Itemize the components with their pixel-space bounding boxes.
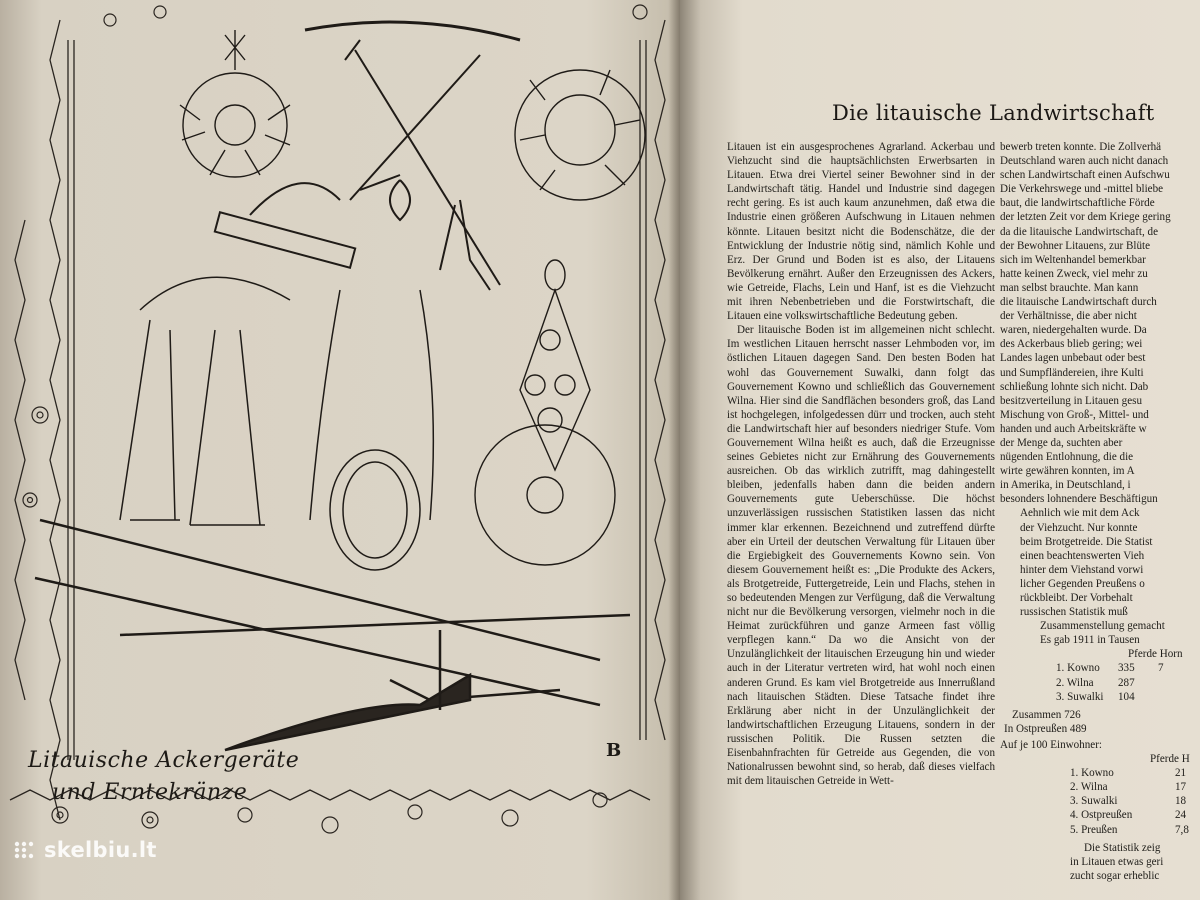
table-cell: 24 <box>1175 809 1187 822</box>
table-1-rows <box>1000 661 1200 703</box>
text-line: wirte gewähren konnten, im A <box>1000 465 1135 478</box>
text-line: sich im Weltenhandel bemerkbar <box>1000 253 1146 266</box>
table-cell: 1. Kowno <box>1056 662 1100 675</box>
text-line: da die litauische Landwirtschaft, de <box>1000 225 1159 238</box>
table-cell: 5. Preußen <box>1070 823 1118 836</box>
table-cell: 7 <box>1158 662 1164 675</box>
text-line: der Bewohner Litauens, zur Blüte <box>1000 239 1151 252</box>
paragraph-2: Der litauische Boden ist im allgemeinen nicht schlecht. Im westlichen Litauen herrscht nasser Lehmboden vor, im östlichen Litauen dagegen Sand. Den besten Boden hat wohl das Gouvernement Suwalki, dann folgt das Gouvernement Kowno und schließlich das Gouvernement Wilna. Hier sind die Sandflächen besonders groß, das Land ist hochgelegen, infolgedessen dürr und trocken, auch steht die Landwirtschaft hier auf besonders niedriger Stufe. Vom Gouvernement Wilna heißt es auch, daß die Erzeugnisse seines Gebietes nicht zur Ernährung des Gouvernements ausreichen. Ob das wirklich zutrifft, mag dahingestellt bleiben, jedenfalls haben dann die beiden andern Gouvernements gute Ueberschüsse. Die höchst unzuverlässigen russischen Statistiken lassen das nicht immer klar erkennen. Bezeichnend und zutreffend dürfte aber ein Urteil der deutschen Verwaltung für Litauen über die Ergiebigkeit des Gouvernements Kowno sein. Von diesem Gouvernement heißt es: „Die Produkte des Ackers, als Brotgetreide, Futtergetreide, Lein und Flachs, stehen in so bedeutenden Mengen zur Verfügung, daß die Verwaltung nicht nur die Bevölkerung versorgen, vielmehr noch in die Heimat zurückführen und ganze Armeen fast völlig verpflegen kann.“ Da wo die Ansicht von der Unzulänglichkeit der litauischen Erzeugung hin und wieder auch in der Literatur vertreten wird, hat wohl noch einen anderen Grund. Es kam viel Brotgetreide aus Innerrußland nach litauischen Städten. Diese Tatsache findet ihre Erklärung aber nicht in der Unzulänglichkeit der landwirtschaftlichen Erzeugung Litauens, sondern in der russischen Politik. Die Russen setzten die Eisenbahnfrachten für Getreide aus Gegenden, die von Nationalrussen bewohnt sind, so herab, daß dieses vielfach mit dem litauischen Getreide in Wett- <box>727 324 995 788</box>
text-line: der Verhältnisse, die aber nicht <box>1000 310 1137 323</box>
text-line: man selbst brauchte. Man kann <box>1000 281 1139 294</box>
text-line: hatte keinen Zweck, viel mehr zu <box>1000 267 1148 280</box>
column-2-tail <box>1000 841 1200 883</box>
table-row <box>1000 794 1200 808</box>
text-line: russischen Statistik muß <box>1020 606 1128 619</box>
table-cell: 17 <box>1175 781 1187 794</box>
flower-ornaments <box>23 5 647 833</box>
table-cell: 2. Wilna <box>1056 676 1094 689</box>
text-line: der Menge da, suchten aber <box>1000 436 1123 449</box>
text-line: schen Landwirtschaft einen Aufschwu <box>1000 169 1170 182</box>
harvest-sheaf-arch <box>120 277 290 525</box>
text-line: bewerb treten konnte. Die Zollverhä <box>1000 141 1162 153</box>
text-line: handen und auch Arbeitskräfte w <box>1000 422 1147 435</box>
table-cell: 4. Ostpreußen <box>1070 809 1133 822</box>
table-1-sum: Zusammen 726 <box>1012 708 1081 721</box>
text-line: Es gab 1911 in Tausen <box>1040 634 1140 647</box>
text-line: der Viehzucht. Nur konnte <box>1020 521 1138 534</box>
artist-monogram: B <box>606 740 622 761</box>
text-line: besitzverteilung in Litauen gesu <box>1000 394 1143 407</box>
text-line: hinter dem Viehstand vorwi <box>1020 563 1144 576</box>
text-line: des Ackerbaus blieb gering; wei <box>1000 338 1143 351</box>
table-row <box>1000 823 1200 837</box>
caption-line-1: Litauische Ackergeräte <box>28 748 300 773</box>
table-cell: 335 <box>1118 662 1135 675</box>
watermark <box>14 838 157 862</box>
text-column-1 <box>727 140 995 788</box>
text-line: licher Gegenden Preußens o <box>1020 577 1145 590</box>
table-cell: 7,8 <box>1175 823 1189 836</box>
table-1-prussia: In Ostpreußen 489 <box>1004 722 1087 735</box>
text-line: rückbleibt. Der Vorbehalt <box>1020 592 1133 604</box>
column-2-lines <box>1000 140 1200 647</box>
text-line: baut, die landwirtschaftliche Förde <box>1000 197 1155 210</box>
text-line: die litauische Landwirtschaft durch <box>1000 296 1157 309</box>
table-cell: 287 <box>1118 676 1135 689</box>
text-line: und Sumpfländereien, ihre Kulti <box>1000 366 1144 379</box>
farm-tools <box>215 22 520 290</box>
text-line: Die Statistik zeig <box>1084 841 1161 854</box>
text-line: Aehnlich wie mit dem Ack <box>1020 507 1140 520</box>
text-line: in Litauen etwas geri <box>1070 855 1164 868</box>
table-cell: 3. Suwalki <box>1056 690 1104 703</box>
text-line: besonders lohnendere Beschäftigun <box>1000 493 1158 506</box>
article-title: Die litauische Landwirtschaft <box>832 101 1155 125</box>
table-row <box>1000 766 1200 780</box>
text-line: Mischung von Groß-, Mittel- und <box>1000 408 1149 421</box>
text-line: in Amerika, in Deutschland, i <box>1000 479 1131 492</box>
left-border-zigzag-2 <box>15 220 25 700</box>
wooden-plough <box>35 520 630 750</box>
text-line: waren, niedergehalten wurde. Da <box>1000 324 1147 337</box>
text-line: schließung lohnte sich nicht. Dab <box>1000 380 1149 393</box>
left-border-zigzag <box>50 20 60 820</box>
table-row <box>1000 808 1200 822</box>
table-cell: 1. Kowno <box>1070 767 1114 780</box>
text-line: einen beachtenswerten Vieh <box>1020 549 1145 562</box>
paragraph-1: Litauen ist ein ausgesprochenes Agrarland. Ackerbau und Viehzucht sind die hauptsächlichsten Erwerbsarten in Litauen. Etwa drei Viertel seiner Bewohner sind in der Landwirtschaft tätig. Handel und Industrie sind dagegen recht gering. Es ist auch kaum anzunehmen, daß etwa die Industrie einen größeren Aufschwung in Litauen nehmen könnte. Litauen besitzt nicht die Bodenschätze, die der Entwicklung der Industrie nötig sind, nämlich Kohle und Erz. Der Grund und Boden ist es also, der Litauens Bevölkerung ernährt. Außer den Erzeugnissen des Ackers, wie Getreide, Flachs, Lein und Hanf, ist es die Viehzucht mit ihren Nebenbetrieben und die Forstwirtschaft, die Litauen eine volkswirtschaftliche Bedeutung geben. <box>727 141 995 323</box>
table-cell: 2. Wilna <box>1070 781 1108 794</box>
watermark-dots-icon <box>14 841 40 859</box>
braided-wheat <box>310 290 433 570</box>
table-cell: 21 <box>1175 767 1187 780</box>
text-line: Die Verkehrswege und -mittel bliebe <box>1000 183 1164 196</box>
table-cell: 3. Suwalki <box>1070 795 1118 808</box>
text-line: Zusammenstellung gemacht <box>1040 620 1165 633</box>
text-line: nügenden Entlohnung, die die <box>1000 451 1134 464</box>
right-border-zigzag <box>655 20 665 740</box>
caption-line-2: und Erntekränze <box>52 780 248 805</box>
wheat-wreath-top-right <box>515 70 645 200</box>
illustration-caption <box>28 745 300 809</box>
text-column-2 <box>1000 140 1200 883</box>
table-2-header: Pferde H <box>1150 753 1190 766</box>
table-row <box>1000 690 1200 704</box>
table-cell: 18 <box>1175 795 1187 808</box>
hanging-wreath-ornament <box>475 260 615 565</box>
text-line: zucht sogar erheblic <box>1070 869 1160 882</box>
table-row <box>1000 780 1200 794</box>
table-row <box>1000 676 1200 690</box>
table-2-rows <box>1000 766 1200 836</box>
text-line: beim Brotgetreide. Die Statist <box>1020 535 1153 548</box>
watermark-text: skelbiu.lt <box>44 838 157 862</box>
wheat-wreath-top-left <box>180 30 290 177</box>
text-line: Deutschland waren auch nicht danach <box>1000 155 1169 168</box>
text-line: Landes lagen unbebaut oder best <box>1000 352 1146 365</box>
table-2-intro: Auf je 100 Einwohner: <box>1000 738 1102 751</box>
table-1-header: Pferde Horn <box>1128 648 1183 661</box>
text-line: der letzten Zeit vor dem Kriege gering <box>1000 211 1171 224</box>
table-row <box>1000 661 1200 675</box>
table-cell: 104 <box>1118 690 1135 703</box>
